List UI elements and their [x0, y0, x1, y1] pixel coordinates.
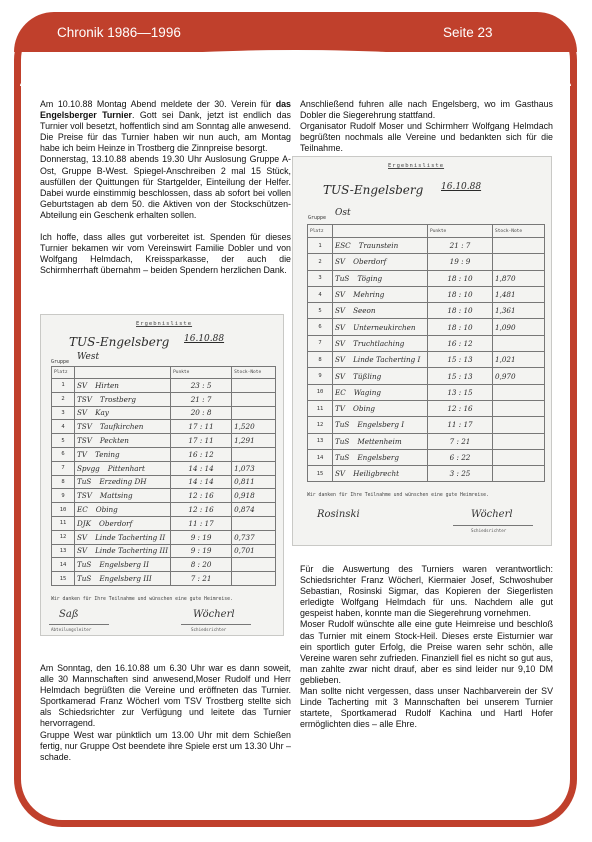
club-cell: [333, 254, 428, 270]
club-name: Seeon: [353, 306, 376, 316]
paragraph: Am 10.10.88 Montag Abend meldete der 30. Verein für das Engelsberger Turnier. Gott sei Dank, jetzt ist endlich das Turnier voll besetzt, hoffentlich sind am Sonntag alle anwesend. Die Preise für das Turnier haben wir nun auch, am Montag habe ich beim Heinze in Trostberg die Zinnpreise besorgt.: [40, 99, 291, 154]
club-type: Spvgg: [77, 463, 100, 473]
points-cell: 18 : 10: [428, 286, 493, 302]
stock-note-cell: 0,874: [232, 503, 276, 517]
rank-cell: 4: [52, 420, 75, 434]
stock-note-cell: 0,970: [493, 368, 545, 384]
rank-cell: 13: [308, 433, 333, 449]
table-row: [52, 489, 276, 503]
club-name: Mattsing: [99, 491, 133, 501]
points-cell: 7 : 21: [428, 433, 493, 449]
table-row: [52, 572, 276, 586]
points-cell: 12 : 16: [171, 489, 232, 503]
col-stock-note: Stock-Note: [232, 367, 276, 379]
club-cell: [75, 420, 171, 434]
points-cell: 11 : 17: [171, 516, 232, 530]
paragraph: Gruppe West war pünktlich um 13.00 Uhr mit dem Schießen fertig, nur Gruppe Ost beendete ihre Spiele erst um 13.30 Uhr – schade.: [40, 729, 291, 762]
club-name: Linde Tacherting III: [95, 546, 169, 556]
club-cell: [333, 286, 428, 302]
stock-note-cell: 1,870: [493, 270, 545, 286]
table-row: [308, 352, 545, 368]
club-type: ESC: [335, 241, 351, 251]
paragraph: Anschließend fuhren alle nach Engelsberg, wo im Gasthaus Dobler die Siegerehrung stattfand.: [300, 99, 553, 121]
club-cell: [75, 475, 171, 489]
club-type: SV: [335, 257, 346, 267]
group-label: Gruppe: [308, 215, 327, 221]
table-row: [52, 558, 276, 572]
points-cell: 19 : 9: [428, 254, 493, 270]
points-cell: 7 : 21: [171, 572, 232, 586]
points-cell: 16 : 12: [428, 335, 493, 351]
rank-cell: 7: [308, 335, 333, 351]
column-left-bottom: [40, 663, 291, 763]
rank-cell: 11: [308, 400, 333, 416]
signature-right-label: Schiedsrichter: [191, 627, 227, 632]
points-cell: 16 : 12: [171, 447, 232, 461]
stock-note-cell: [232, 379, 276, 393]
signature-right: Wöcherl: [193, 609, 235, 620]
points-cell: 3 : 25: [428, 466, 493, 482]
signature-right-label: Schiedsrichter: [471, 528, 507, 533]
stock-note-cell: 0,918: [232, 489, 276, 503]
rank-cell: 4: [308, 286, 333, 302]
sheet-title: TUS-Engelsberg: [323, 183, 424, 197]
club-cell: [333, 303, 428, 319]
club-name: Engelsberg: [357, 453, 399, 462]
stock-note-cell: [493, 335, 545, 351]
table-row: [52, 420, 276, 434]
club-cell: [333, 335, 428, 351]
col-club: [333, 225, 428, 238]
club-cell: [75, 434, 171, 448]
club-name: Obing: [353, 404, 376, 414]
points-cell: 12 : 16: [428, 400, 493, 416]
table-row: [308, 449, 545, 465]
points-cell: 9 : 19: [171, 544, 232, 558]
points-cell: 12 : 16: [171, 503, 232, 517]
column-right-bottom: [300, 564, 553, 730]
club-name: Truchtlaching: [353, 338, 405, 348]
table-row: [52, 544, 276, 558]
rank-cell: 12: [52, 530, 75, 544]
sheet-footer: Wir danken für Ihre Teilnahme und wünschen eine gute Heimreise.: [307, 493, 489, 498]
rank-cell: 7: [52, 461, 75, 475]
club-type: EC: [335, 387, 346, 397]
club-type: SV: [335, 371, 346, 381]
rank-cell: 11: [52, 516, 75, 530]
rank-cell: 2: [308, 254, 333, 270]
points-cell: 14 : 14: [171, 461, 232, 475]
paragraph: Organisator Rudolf Moser und Schirmherr Wolfgang Helmdach begrüßten nochmals alle Vereine und bedankten sich für die Teilnahme.: [300, 121, 553, 154]
points-cell: 13 : 15: [428, 384, 493, 400]
club-cell: [75, 392, 171, 406]
club-type: SV: [335, 338, 346, 348]
table-row: [308, 270, 545, 286]
table-row: [308, 368, 545, 384]
rank-cell: 9: [308, 368, 333, 384]
col-club: [75, 367, 171, 379]
points-cell: 8 : 20: [171, 558, 232, 572]
table-row: [308, 335, 545, 351]
rank-cell: 14: [308, 449, 333, 465]
sheet-heading: Ergebnisliste: [388, 163, 445, 169]
club-type: SV: [335, 290, 346, 300]
rank-cell: 14: [52, 558, 75, 572]
club-cell: [75, 558, 171, 572]
table-row: [52, 516, 276, 530]
points-cell: 18 : 10: [428, 319, 493, 335]
paragraph: Moser Rudolf wünschte alle eine gute Heimreise und beschloß das Turnier mit einem Stock-Heil. Dieses erste Eisturnier war ein sportlich guter Erfolg, die Preise waren sehr schön, alle Vereine waren sehr zufrieden. Finanziell fiel es nicht so gut aus, man zahlte zwar nicht drauf, aber es sind leider nur 9,10 DM geblieben.: [300, 619, 553, 685]
club-type: SV: [77, 380, 88, 390]
points-cell: 21 : 7: [428, 238, 493, 254]
paragraph: Für die Auswertung des Turniers waren verantwortlich: Schiedsrichter Franz Wöcherl, Kiermaier Josef, Schwoshuber Sebastian, Rosinski Sigmar, das Kopieren der Siegerlisten erledigte Wolfgang Helmdach für uns. Nachdem alle gut gespeist haben, konnte man die Siegerehrung vornehmen.: [300, 564, 553, 619]
points-cell: 20 : 8: [171, 406, 232, 420]
club-cell: [75, 503, 171, 517]
club-name: Mettenheim: [357, 436, 402, 446]
rank-cell: 15: [308, 466, 333, 482]
club-type: TSV: [77, 422, 92, 432]
table-row: [308, 400, 545, 416]
stock-note-cell: [232, 516, 276, 530]
club-type: SV: [335, 306, 346, 316]
club-cell: [333, 400, 428, 416]
col-stock-note: Stock-Note: [493, 225, 545, 238]
club-name: Waging: [353, 387, 381, 397]
club-cell: [75, 544, 171, 558]
club-type: TV: [335, 404, 345, 414]
club-type: TSV: [77, 491, 92, 501]
club-type: TuS: [335, 453, 350, 462]
club-type: TSV: [77, 394, 92, 404]
club-type: TSV: [77, 436, 92, 446]
sheet-heading: Ergebnisliste: [136, 321, 193, 327]
stock-note-cell: [232, 558, 276, 572]
club-cell: [333, 319, 428, 335]
club-type: TuS: [77, 574, 92, 584]
stock-note-cell: [232, 406, 276, 420]
stock-note-cell: 1,021: [493, 352, 545, 368]
stock-note-cell: [232, 572, 276, 586]
table-row: [52, 503, 276, 517]
paragraph: Donnerstag, 13.10.88 abends 19.30 Uhr Auslosung Gruppe A-Ost, Gruppe B-West. Spiegel-Anschreiben 2 mal 15 Stück, ausfüllen der Quittungen für Startgelder, Einteilung der Helfer. Dabei wurde einstimmig beschlossen, dass ab sofort bei vollen Geburtstagen ab dem 50. die Aktiven von der Stockschützen-Abteilung ein Geschenk erhalten sollen.: [40, 154, 291, 220]
rank-cell: 5: [52, 434, 75, 448]
rank-cell: 1: [308, 238, 333, 254]
column-left-top: [40, 99, 291, 276]
club-name: Mehring: [353, 290, 385, 300]
points-cell: 15 : 13: [428, 368, 493, 384]
results-table: [307, 224, 545, 482]
stock-note-cell: [493, 433, 545, 449]
table-row: [308, 417, 545, 433]
club-cell: [333, 270, 428, 286]
club-cell: [333, 238, 428, 254]
table-row: [308, 319, 545, 335]
group-name: Ost: [335, 208, 351, 218]
table-row: [52, 379, 276, 393]
rank-cell: 9: [52, 489, 75, 503]
club-name: Tening: [95, 449, 120, 459]
col-punkte: Punkte: [428, 225, 493, 238]
points-cell: 9 : 19: [171, 530, 232, 544]
signature-line: [453, 525, 533, 526]
table-row: [52, 461, 276, 475]
club-cell: [333, 368, 428, 384]
rank-cell: 8: [308, 352, 333, 368]
signature-line: [181, 624, 251, 625]
club-cell: [333, 352, 428, 368]
rank-cell: 10: [308, 384, 333, 400]
table-row: [308, 286, 545, 302]
points-cell: 23 : 5: [171, 379, 232, 393]
club-cell: [75, 461, 171, 475]
table-row: [308, 254, 545, 270]
signature-line: [49, 624, 109, 625]
stock-note-cell: 1,481: [493, 286, 545, 302]
table-row: [52, 530, 276, 544]
club-type: TuS: [77, 477, 92, 487]
col-platz: Platz: [52, 367, 75, 379]
sheet-date: 16.10.88: [184, 334, 225, 344]
stock-note-cell: 0,811: [232, 475, 276, 489]
club-cell: [333, 417, 428, 433]
club-name: Obing: [95, 505, 118, 515]
club-type: SV: [335, 355, 346, 365]
rank-cell: 10: [52, 503, 75, 517]
table-row: [308, 384, 545, 400]
club-cell: [75, 489, 171, 503]
club-type: SV: [335, 322, 346, 332]
table-row: [52, 392, 276, 406]
signature-right: Wöcherl: [471, 509, 513, 520]
rank-cell: 8: [52, 475, 75, 489]
club-name: Linde Tacherting II: [95, 532, 166, 542]
rank-cell: 3: [308, 270, 333, 286]
club-cell: [333, 466, 428, 482]
sheet-date: 16.10.88: [441, 182, 482, 192]
club-name: Erzeding DH: [99, 477, 147, 487]
club-name: Linde Tacherting I: [353, 355, 421, 365]
column-right-top: [300, 99, 553, 154]
stock-note-cell: [232, 447, 276, 461]
club-name: Kay: [95, 408, 109, 418]
stock-note-cell: [493, 400, 545, 416]
points-cell: 14 : 14: [171, 475, 232, 489]
club-name: Pittenhart: [107, 463, 145, 473]
col-platz: Platz: [308, 225, 333, 238]
rank-cell: 15: [52, 572, 75, 586]
stock-note-cell: [493, 417, 545, 433]
stock-note-cell: 1,361: [493, 303, 545, 319]
table-row: [52, 475, 276, 489]
club-name: Tüßling: [353, 371, 382, 381]
stock-note-cell: 1,090: [493, 319, 545, 335]
club-name: Hirten: [95, 380, 119, 390]
stock-note-cell: 1,520: [232, 420, 276, 434]
club-type: SV: [77, 546, 88, 556]
club-cell: [75, 379, 171, 393]
club-cell: [333, 433, 428, 449]
table-row: [308, 433, 545, 449]
points-cell: 11 : 17: [428, 417, 493, 433]
club-type: TV: [77, 449, 87, 459]
club-type: TuS: [335, 420, 350, 430]
stock-note-cell: [493, 254, 545, 270]
club-cell: [75, 530, 171, 544]
sheet-footer: Wir danken für Ihre Teilnahme und wünschen eine gute Heimreise.: [51, 597, 233, 602]
paragraph: Man sollte nicht vergessen, dass unser Nachbarverein der SV Linde Tacherting mit 3 Mannschaften bei unserem Turnier startete, Sportkamerad Rudolf Kachina und Hartl Hofer ermöglichten dies – alle Ehre.: [300, 686, 553, 730]
club-name: Heiligbrecht: [353, 469, 399, 479]
club-name: Unterneukirchen: [353, 322, 416, 332]
stock-note-cell: [493, 238, 545, 254]
club-type: TuS: [335, 273, 350, 283]
rank-cell: 6: [308, 319, 333, 335]
rank-cell: 12: [308, 417, 333, 433]
club-type: SV: [335, 469, 346, 479]
rank-cell: 3: [52, 406, 75, 420]
table-row: [308, 466, 545, 482]
club-type: DJK: [77, 518, 92, 528]
results-sheet-ost: [292, 156, 552, 546]
stock-note-cell: 1,291: [232, 434, 276, 448]
stock-note-cell: 0,701: [232, 544, 276, 558]
points-cell: 18 : 10: [428, 270, 493, 286]
club-type: TuS: [335, 436, 350, 446]
signature-left-label: Abteilungsleiter: [51, 627, 92, 632]
points-cell: 17 : 11: [171, 434, 232, 448]
club-cell: [75, 406, 171, 420]
club-cell: [75, 572, 171, 586]
club-type: SV: [77, 532, 88, 542]
table-row: [52, 406, 276, 420]
club-name: Traunstein: [358, 241, 399, 251]
sheet-title: TUS-Engelsberg: [69, 335, 170, 349]
club-name: Engelsberg III: [99, 574, 152, 584]
club-name: Töging: [357, 273, 383, 283]
stock-note-cell: 1,073: [232, 461, 276, 475]
stock-note-cell: 0,737: [232, 530, 276, 544]
points-cell: 21 : 7: [171, 392, 232, 406]
points-cell: 6 : 22: [428, 449, 493, 465]
club-name: Peckten: [99, 436, 129, 446]
stock-note-cell: [493, 466, 545, 482]
chronicle-title: Chronik 1986—1996: [57, 25, 181, 40]
stock-note-cell: [493, 384, 545, 400]
club-type: EC: [77, 505, 88, 515]
group-name: West: [77, 352, 100, 362]
club-name: Oberdorf: [99, 518, 133, 528]
rank-cell: 1: [52, 379, 75, 393]
points-cell: 18 : 10: [428, 303, 493, 319]
stock-note-cell: [232, 392, 276, 406]
table-row: [308, 303, 545, 319]
club-name: Taufkirchen: [99, 422, 144, 432]
club-cell: [75, 447, 171, 461]
paragraph: Ich hoffe, dass alles gut vorbereitet ist. Spenden für dieses Turnier bekamen wir vom Vereinswirt Familie Dobler und von Wolfgang Helmdach, Kreissparkasse, der auch die Schirmherrhaft übernahm – beiden Spendern herzlichen Dank.: [40, 232, 291, 276]
page-number: Seite 23: [443, 25, 493, 40]
club-name: Trostberg: [99, 394, 136, 404]
results-sheet-west: [40, 314, 284, 636]
signature-left: Rosinski: [317, 509, 360, 520]
table-row: [52, 447, 276, 461]
club-cell: [75, 516, 171, 530]
points-cell: 15 : 13: [428, 352, 493, 368]
paragraph: Am Sonntag, den 16.10.88 um 6.30 Uhr war es dann soweit, alle 30 Mannschaften sind anwesend,Moser Rudolf und Herr Helmdach begrüßten die Vereine und eröffneten das Turnier. Sportkamerad Franz Wöcherl vom TSV Trostberg stellte sich als Schiedsrichter zur Verfügung und leitete das Turnier hervorragend.: [40, 663, 291, 729]
club-cell: [333, 449, 428, 465]
table-row: [52, 434, 276, 448]
club-name: Engelsberg II: [99, 560, 149, 570]
rank-cell: 5: [308, 303, 333, 319]
club-name: Engelsberg I: [357, 420, 405, 430]
club-type: SV: [77, 408, 88, 418]
stock-note-cell: [493, 449, 545, 465]
club-type: TuS: [77, 560, 92, 570]
col-punkte: Punkte: [171, 367, 232, 379]
rank-cell: 13: [52, 544, 75, 558]
signature-left: Saß: [59, 609, 79, 620]
table-row: [308, 238, 545, 254]
club-cell: [333, 384, 428, 400]
rank-cell: 2: [52, 392, 75, 406]
club-name: Oberdorf: [353, 257, 387, 267]
points-cell: 17 : 11: [171, 420, 232, 434]
results-table: [51, 366, 276, 586]
rank-cell: 6: [52, 447, 75, 461]
group-label: Gruppe: [51, 359, 70, 365]
